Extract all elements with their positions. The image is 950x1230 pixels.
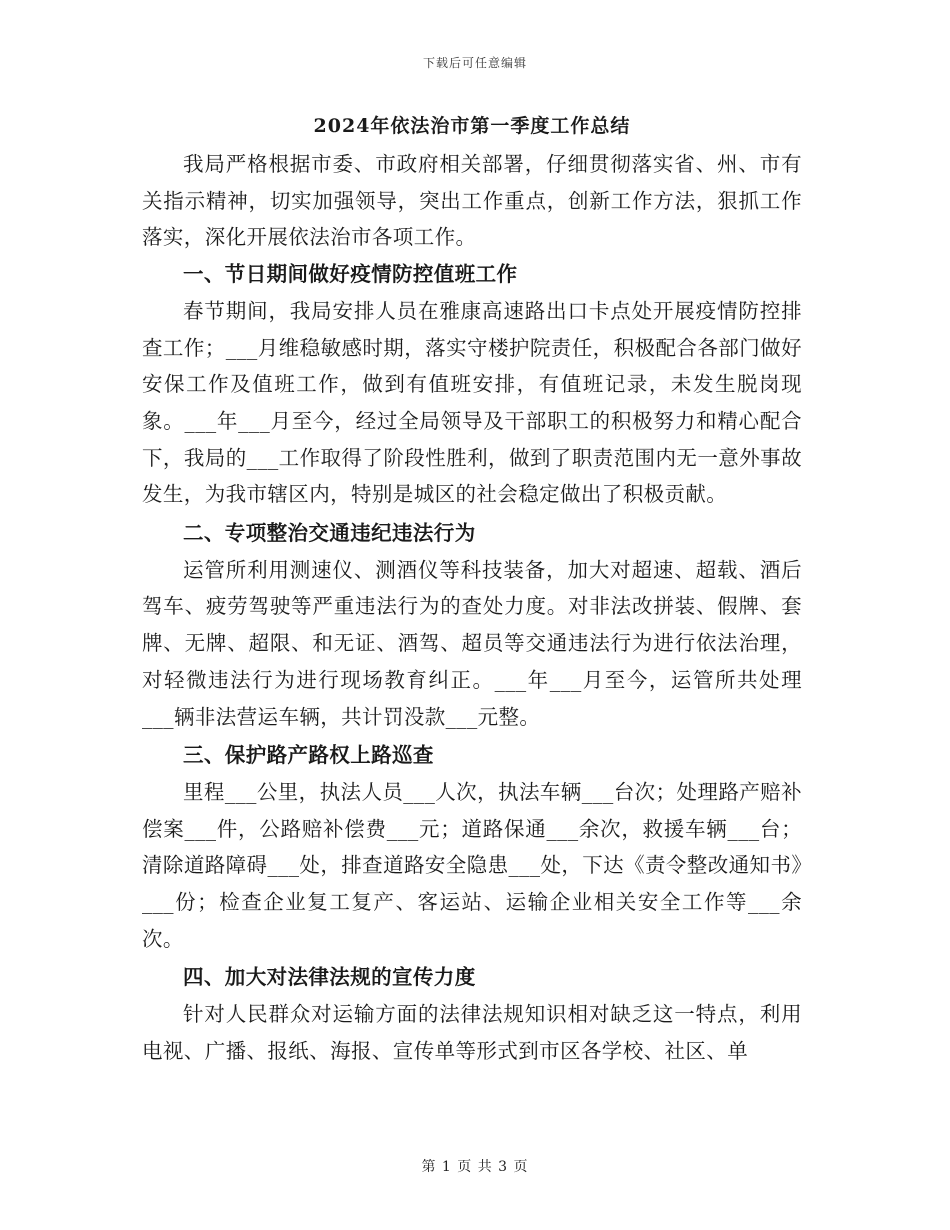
section-3-body: 里程___公里，执法人员___人次，执法车辆___台次；处理路产赔补偿案___件，公路赔补偿费___元；道路保通___余次，救援车辆___台；清除道路障碍___处，排查道路安全隐患___处，下达《责令整改通知书》___份；检查企业复工复产、客运站、运输企业相关安全工作等___余次。: [142, 779, 802, 951]
section-4-body: 针对人民群众对运输方面的法律法规知识相对缺乏这一特点，利用电视、广播、报纸、海报、宣传单等形式到市区各学校、社区、单: [142, 1002, 802, 1063]
document-content: [142, 108, 802, 1070]
section-2-heading: 二、专项整治交通违纪违法行为: [183, 521, 476, 546]
header-note: 下载后可任意编辑: [422, 56, 527, 70]
intro-paragraph: 我局严格根据市委、市政府相关部署，仔细贯彻落实省、州、市有关指示精神，切实加强领导，突出工作重点，创新工作方法，狠抓工作落实，深化开展依法治市各项工作。: [142, 152, 802, 250]
section-4-heading: 四、加大对法律法规的宣传力度: [183, 965, 476, 990]
section-1-heading: 一、节日期间做好疫情防控值班工作: [183, 262, 518, 287]
section-3-heading: 三、保护路产路权上路巡查: [183, 743, 434, 768]
page-number: 第 1 页 共 3 页: [421, 1159, 529, 1175]
section-1-body: 春节期间，我局安排人员在雅康高速路出口卡点处开展疫情防控排查工作；___月维稳敏感时期，落实守楼护院责任，积极配合各部门做好安保工作及值班工作，做到有值班安排，有值班记录，未发生脱岗现象。___年___月至今，经过全局领导及干部职工的积极努力和精心配合下，我局的___工作取得了阶段性胜利，做到了职责范围内无一意外事故发生，为我市辖区内，特别是城区的社会稳定做出了积极贡献。: [142, 298, 802, 507]
document-title: 2024年依法治市第一季度工作总结: [313, 115, 631, 137]
section-2-body: 运管所利用测速仪、测酒仪等科技装备，加大对超速、超载、酒后驾车、疲劳驾驶等严重违法行为的查处力度。对非法改拼装、假牌、套牌、无牌、超限、和无证、酒驾、超员等交通违法行为进行依法治理，对轻微违法行为进行现场教育纠正。___年___月至今，运管所共处理___辆非法营运车辆，共计罚没款___元整。: [142, 557, 802, 729]
